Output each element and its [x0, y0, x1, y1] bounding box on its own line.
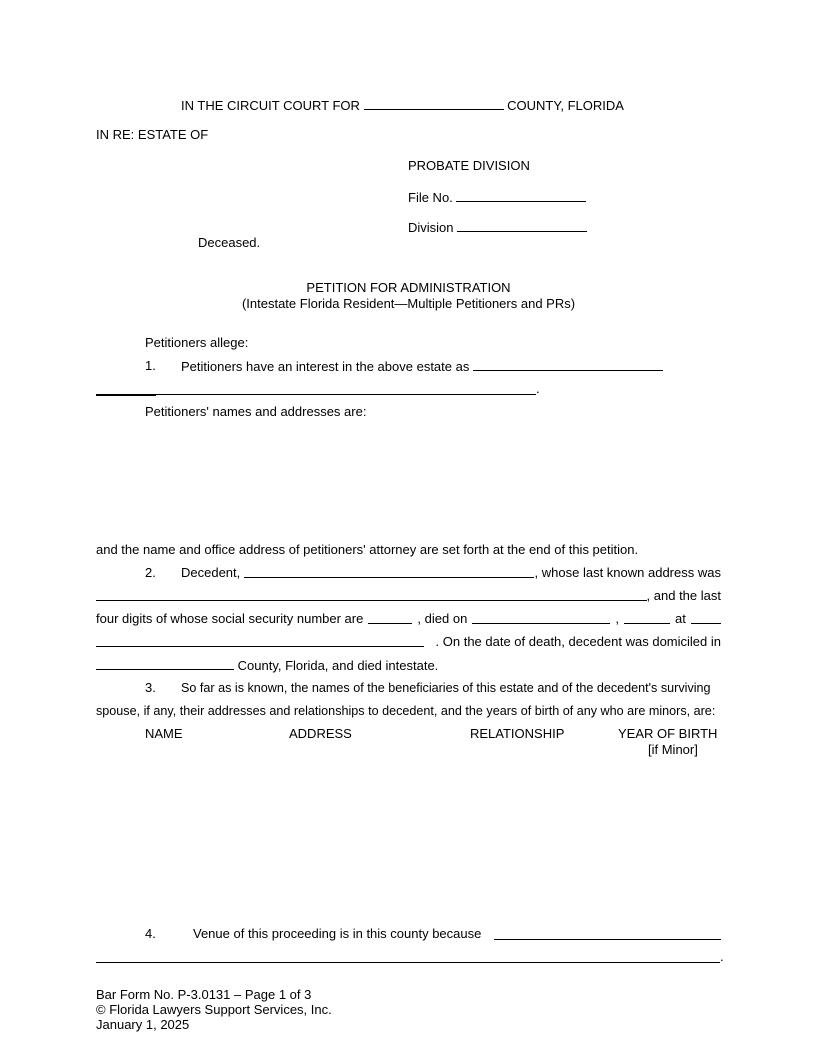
paragraph-2-line-5	[96, 657, 438, 674]
decedent-name-blank[interactable]	[244, 565, 534, 578]
paragraph-2-number: 2.	[145, 565, 156, 580]
died-on-label: , died on	[417, 611, 468, 626]
paragraph-2-line-1	[181, 565, 721, 581]
allege-label: Petitioners allege:	[145, 335, 249, 350]
column-header-year-of-birth: YEAR OF BIRTH	[618, 726, 718, 741]
footer-date: January 1, 2025	[96, 1017, 190, 1032]
court-heading	[181, 97, 624, 114]
and-the-last-label: , and the last	[646, 588, 721, 603]
deceased-label: Deceased.	[198, 235, 261, 250]
domicile-county-blank[interactable]	[96, 657, 234, 670]
venue-blank-continued[interactable]	[96, 962, 720, 963]
petition-subtitle: (Intestate Florida Resident—Multiple Petitioners and PRs)	[241, 296, 576, 311]
division-blank[interactable]	[457, 219, 587, 232]
interest-blank-continued[interactable]	[156, 394, 536, 395]
paragraph-3-number: 3.	[145, 680, 156, 695]
footer-copyright: © Florida Lawyers Support Services, Inc.	[96, 1002, 332, 1017]
year-of-death-blank[interactable]	[624, 611, 670, 624]
last-known-address-label: , whose last known address was	[534, 565, 721, 580]
comma-label: ,	[615, 611, 619, 626]
paragraph-1-text: Petitioners have an interest in the above estate as	[181, 359, 470, 374]
footer-form-number: Bar Form No. P-3.0131 – Page 1 of 3	[96, 987, 312, 1002]
ssn-blank[interactable]	[368, 611, 412, 624]
date-of-death-blank[interactable]	[472, 611, 610, 624]
paragraph-3-line-1: So far as is known, the names of the beneficiaries of this estate and of the decedent's surviving	[181, 681, 711, 695]
column-header-relationship: RELATIONSHIP	[470, 726, 565, 741]
four-digits-label: four digits of whose social security number are	[96, 611, 364, 626]
in-re-label: IN RE: ESTATE OF	[96, 127, 209, 142]
county-blank[interactable]	[364, 97, 504, 110]
paragraph-2-line-3	[96, 611, 721, 627]
court-suffix: COUNTY, FLORIDA	[507, 98, 624, 113]
petition-title: PETITION FOR ADMINISTRATION	[306, 280, 511, 295]
paragraph-1-number: 1.	[145, 358, 156, 373]
paragraph-3-line-2: spouse, if any, their addresses and relationships to decedent, and the years of birth of any who are minors, are:	[96, 704, 716, 718]
attorney-line: and the name and office address of petitioners' attorney are set forth at the end of this petition.	[96, 542, 639, 557]
paragraph-4-text: Venue of this proceeding is in this county because	[193, 926, 482, 941]
place-of-death-blank[interactable]	[691, 611, 721, 624]
interest-blank[interactable]	[473, 358, 663, 371]
county-florida-label: County, Florida, and died intestate.	[237, 658, 439, 673]
domiciled-label: . On the date of death, decedent was domiciled in	[435, 634, 721, 649]
paragraph-4-number: 4.	[145, 926, 156, 941]
file-no-field	[408, 189, 586, 206]
names-addresses-label: Petitioners' names and addresses are:	[145, 404, 367, 419]
column-header-if-minor: [if Minor]	[648, 742, 698, 757]
paragraph-2-line-2	[96, 588, 721, 604]
at-label: at	[675, 611, 686, 626]
probate-division-label: PROBATE DIVISION	[408, 158, 530, 173]
paragraph-2-line-4	[96, 634, 721, 650]
paragraph-1-line	[181, 358, 663, 375]
court-prefix: IN THE CIRCUIT COURT FOR	[181, 98, 360, 113]
place-of-death-continued-blank[interactable]	[96, 634, 424, 647]
division-field	[408, 219, 587, 236]
paragraph-1-end: .	[536, 381, 540, 396]
column-header-address: ADDRESS	[289, 726, 352, 741]
decedent-label: Decedent,	[181, 565, 241, 580]
file-no-blank[interactable]	[456, 189, 586, 202]
interest-blank-lead[interactable]	[96, 394, 156, 396]
division-label: Division	[408, 220, 454, 235]
venue-blank[interactable]	[494, 939, 721, 940]
last-address-blank[interactable]	[96, 588, 647, 601]
file-no-label: File No.	[408, 190, 453, 205]
paragraph-4-end: .	[720, 949, 724, 964]
column-header-name: NAME	[145, 726, 183, 741]
